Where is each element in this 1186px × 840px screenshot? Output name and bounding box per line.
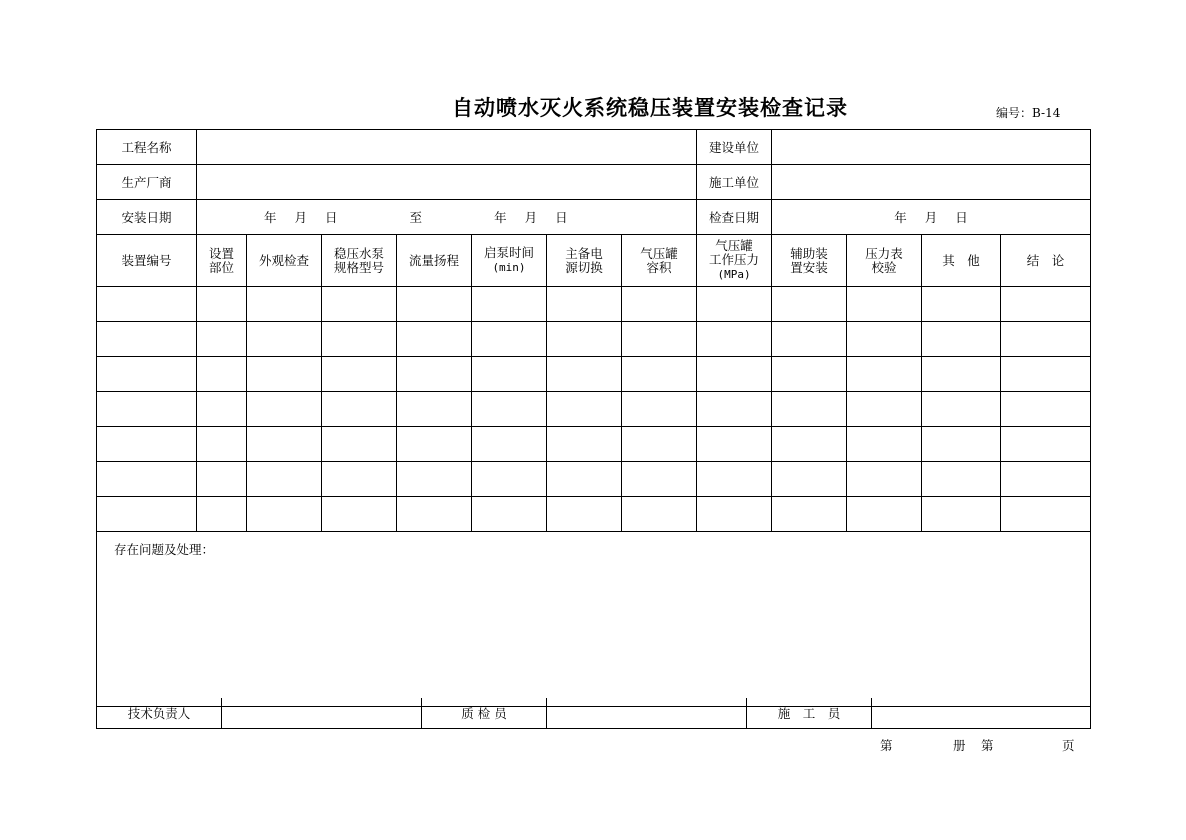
- table-cell[interactable]: [397, 497, 472, 532]
- column-header-line: 置安装: [790, 259, 828, 275]
- table-cell[interactable]: [197, 427, 247, 462]
- footer-page: 页: [1062, 738, 1075, 753]
- column-header-line: 源切换: [565, 259, 603, 275]
- page-title: 自动喷水灭火系统稳压装置安装检查记录: [452, 96, 848, 120]
- column-header: [847, 235, 922, 287]
- column-header-line: 其 他: [942, 252, 980, 268]
- field-tech-lead[interactable]: [222, 698, 422, 729]
- table-cell[interactable]: [472, 427, 547, 462]
- table-cell[interactable]: [397, 392, 472, 427]
- table-cell[interactable]: [772, 287, 847, 322]
- table-row: [97, 427, 1091, 462]
- table-cell[interactable]: [697, 497, 772, 532]
- label-builder-unit: 施工单位: [697, 165, 772, 200]
- table-cell[interactable]: [772, 357, 847, 392]
- table-cell[interactable]: [322, 497, 397, 532]
- column-header-line: 工作压力: [709, 252, 760, 267]
- table-cell[interactable]: [197, 392, 247, 427]
- column-header-line: 结 论: [1026, 252, 1065, 268]
- table-cell[interactable]: [97, 392, 197, 427]
- column-header: [922, 235, 1001, 287]
- column-header-line: 校验: [871, 259, 897, 275]
- label-check-date: 检查日期: [697, 200, 772, 235]
- table-cell[interactable]: [97, 497, 197, 532]
- table-cell[interactable]: [197, 357, 247, 392]
- table-cell[interactable]: [622, 427, 697, 462]
- table-cell[interactable]: [547, 392, 622, 427]
- table-cell[interactable]: [397, 427, 472, 462]
- column-header-line: 设置: [208, 245, 234, 261]
- table-cell[interactable]: [622, 392, 697, 427]
- table-cell[interactable]: [772, 322, 847, 357]
- field-project-name[interactable]: [197, 130, 697, 165]
- column-header-line: 外观检查: [258, 252, 309, 268]
- table-cell[interactable]: [922, 322, 1001, 357]
- table-cell[interactable]: [697, 322, 772, 357]
- table-cell[interactable]: [622, 497, 697, 532]
- table-cell[interactable]: [247, 497, 322, 532]
- label-tech-lead: 技术负责人: [97, 698, 222, 729]
- table-cell[interactable]: [1001, 322, 1091, 357]
- table-cell[interactable]: [697, 287, 772, 322]
- column-header: [197, 235, 247, 287]
- column-header-line: (MPa): [717, 268, 751, 281]
- label-construction-unit: 建设单位: [697, 130, 772, 165]
- signature-table: [96, 698, 1091, 729]
- field-inspector[interactable]: [547, 698, 747, 729]
- table-cell[interactable]: [622, 287, 697, 322]
- label-install-date: 安装日期: [97, 200, 197, 235]
- table-cell[interactable]: [397, 322, 472, 357]
- field-builder-unit[interactable]: [772, 165, 1091, 200]
- table-cell[interactable]: [847, 322, 922, 357]
- table-cell[interactable]: [322, 322, 397, 357]
- table-cell[interactable]: [1001, 392, 1091, 427]
- table-row: [97, 287, 1091, 322]
- column-header: [397, 235, 472, 287]
- table-cell[interactable]: [472, 357, 547, 392]
- column-header: [322, 235, 397, 287]
- table-cell[interactable]: [1001, 357, 1091, 392]
- code-label: 编号：: [996, 106, 1033, 120]
- table-cell[interactable]: [247, 322, 322, 357]
- table-cell[interactable]: [847, 392, 922, 427]
- field-install-date[interactable]: [197, 200, 697, 235]
- table-cell[interactable]: [847, 497, 922, 532]
- column-header-line: 主备电: [565, 245, 603, 261]
- column-header-line: 气压罐: [640, 245, 678, 261]
- inspection-form-table: [96, 129, 1091, 707]
- column-header-line: 部位: [208, 259, 234, 275]
- table-cell[interactable]: [1001, 427, 1091, 462]
- column-header: [1001, 235, 1091, 287]
- table-cell[interactable]: [247, 427, 322, 462]
- label-inspector: 质 检 员: [422, 698, 547, 729]
- install-to-label: 至: [409, 210, 423, 225]
- install-month-label: 月: [294, 210, 308, 225]
- field-construction-unit[interactable]: [772, 130, 1091, 165]
- table-cell[interactable]: [697, 392, 772, 427]
- column-header-line: 压力表: [865, 245, 903, 261]
- table-cell[interactable]: [847, 462, 922, 497]
- field-check-date[interactable]: [772, 200, 1091, 235]
- column-header: [772, 235, 847, 287]
- install-day-label: 日: [325, 210, 338, 225]
- table-cell[interactable]: [1001, 497, 1091, 532]
- column-header-line: (min): [492, 261, 526, 274]
- column-header-line: 流量扬程: [408, 252, 459, 268]
- table-cell[interactable]: [197, 497, 247, 532]
- column-header: [247, 235, 322, 287]
- table-cell[interactable]: [847, 357, 922, 392]
- table-cell[interactable]: [472, 322, 547, 357]
- table-cell[interactable]: [247, 392, 322, 427]
- install-end-year-label: 年: [494, 210, 507, 225]
- footer-volume: 册: [953, 738, 966, 753]
- table-row: [97, 392, 1091, 427]
- table-cell[interactable]: [97, 427, 197, 462]
- table-cell[interactable]: [922, 392, 1001, 427]
- table-cell[interactable]: [772, 427, 847, 462]
- column-header-line: 容积: [646, 259, 672, 275]
- table-cell[interactable]: [697, 427, 772, 462]
- row-manufacturer: [97, 165, 1091, 200]
- column-header: [697, 235, 772, 287]
- field-issues[interactable]: [97, 532, 1091, 707]
- table-cell[interactable]: [922, 357, 1001, 392]
- column-header-line: 辅助装: [790, 245, 828, 261]
- check-year-label: 年: [894, 210, 907, 225]
- table-cell[interactable]: [97, 322, 197, 357]
- table-cell[interactable]: [622, 357, 697, 392]
- table-cell[interactable]: [397, 462, 472, 497]
- column-header: [472, 235, 547, 287]
- column-header-line: 启泵时间: [483, 245, 534, 260]
- table-cell[interactable]: [322, 392, 397, 427]
- table-cell[interactable]: [197, 322, 247, 357]
- table-cell[interactable]: [547, 322, 622, 357]
- row-dates: [97, 200, 1091, 235]
- table-cell[interactable]: [772, 392, 847, 427]
- label-manufacturer: 生产厂商: [97, 165, 197, 200]
- issues-label: 存在问题及处理：: [114, 542, 215, 557]
- column-header: [622, 235, 697, 287]
- table-cell[interactable]: [97, 287, 197, 322]
- table-cell[interactable]: [772, 497, 847, 532]
- column-header: [547, 235, 622, 287]
- table-cell[interactable]: [247, 462, 322, 497]
- footer-di-1: 第: [880, 738, 893, 753]
- table-cell[interactable]: [97, 357, 197, 392]
- table-cell[interactable]: [322, 462, 397, 497]
- table-row: [97, 357, 1091, 392]
- table-cell[interactable]: [547, 497, 622, 532]
- column-header-line: 装置编号: [121, 252, 172, 268]
- table-cell[interactable]: [472, 462, 547, 497]
- column-header: [97, 235, 197, 287]
- column-header-row: [97, 235, 1091, 287]
- table-cell[interactable]: [922, 462, 1001, 497]
- table-cell[interactable]: [472, 497, 547, 532]
- table-cell[interactable]: [547, 287, 622, 322]
- install-end-day-label: 日: [555, 210, 568, 225]
- table-cell[interactable]: [247, 357, 322, 392]
- table-cell[interactable]: [472, 287, 547, 322]
- row-issues: [97, 532, 1091, 707]
- table-cell[interactable]: [622, 322, 697, 357]
- table-cell[interactable]: [97, 462, 197, 497]
- table-cell[interactable]: [922, 497, 1001, 532]
- table-row: [97, 497, 1091, 532]
- table-cell[interactable]: [322, 287, 397, 322]
- document-code: [996, 104, 1060, 121]
- table-cell[interactable]: [322, 427, 397, 462]
- table-cell[interactable]: [922, 427, 1001, 462]
- table-cell[interactable]: [847, 427, 922, 462]
- footer-di-2: 第: [981, 738, 994, 753]
- table-cell[interactable]: [197, 462, 247, 497]
- table-cell[interactable]: [397, 287, 472, 322]
- table-cell[interactable]: [922, 287, 1001, 322]
- check-month-label: 月: [924, 210, 938, 225]
- row-project: [97, 130, 1091, 165]
- column-header-line: 稳压水泵: [333, 245, 384, 261]
- install-end-month-label: 月: [524, 210, 538, 225]
- table-cell[interactable]: [472, 392, 547, 427]
- table-cell[interactable]: [547, 357, 622, 392]
- install-year-label: 年: [264, 210, 277, 225]
- table-cell[interactable]: [322, 357, 397, 392]
- field-constructor[interactable]: [872, 698, 1091, 729]
- table-cell[interactable]: [547, 462, 622, 497]
- code-value: B-14: [1032, 106, 1061, 120]
- data-rows: [97, 287, 1091, 532]
- table-cell[interactable]: [772, 462, 847, 497]
- table-cell[interactable]: [697, 462, 772, 497]
- table-cell[interactable]: [547, 427, 622, 462]
- signature-row: [97, 698, 1091, 729]
- table-cell[interactable]: [847, 287, 922, 322]
- field-manufacturer[interactable]: [197, 165, 697, 200]
- table-cell[interactable]: [697, 357, 772, 392]
- table-cell[interactable]: [1001, 287, 1091, 322]
- table-cell[interactable]: [1001, 462, 1091, 497]
- table-cell[interactable]: [197, 287, 247, 322]
- table-cell[interactable]: [622, 462, 697, 497]
- label-project-name: 工程名称: [97, 130, 197, 165]
- table-row: [97, 462, 1091, 497]
- check-day-label: 日: [955, 210, 968, 225]
- column-header-line: 气压罐: [715, 238, 753, 253]
- table-cell[interactable]: [247, 287, 322, 322]
- column-header-line: 规格型号: [333, 259, 384, 275]
- label-constructor: 施 工 员: [747, 698, 872, 729]
- table-cell[interactable]: [397, 357, 472, 392]
- table-row: [97, 322, 1091, 357]
